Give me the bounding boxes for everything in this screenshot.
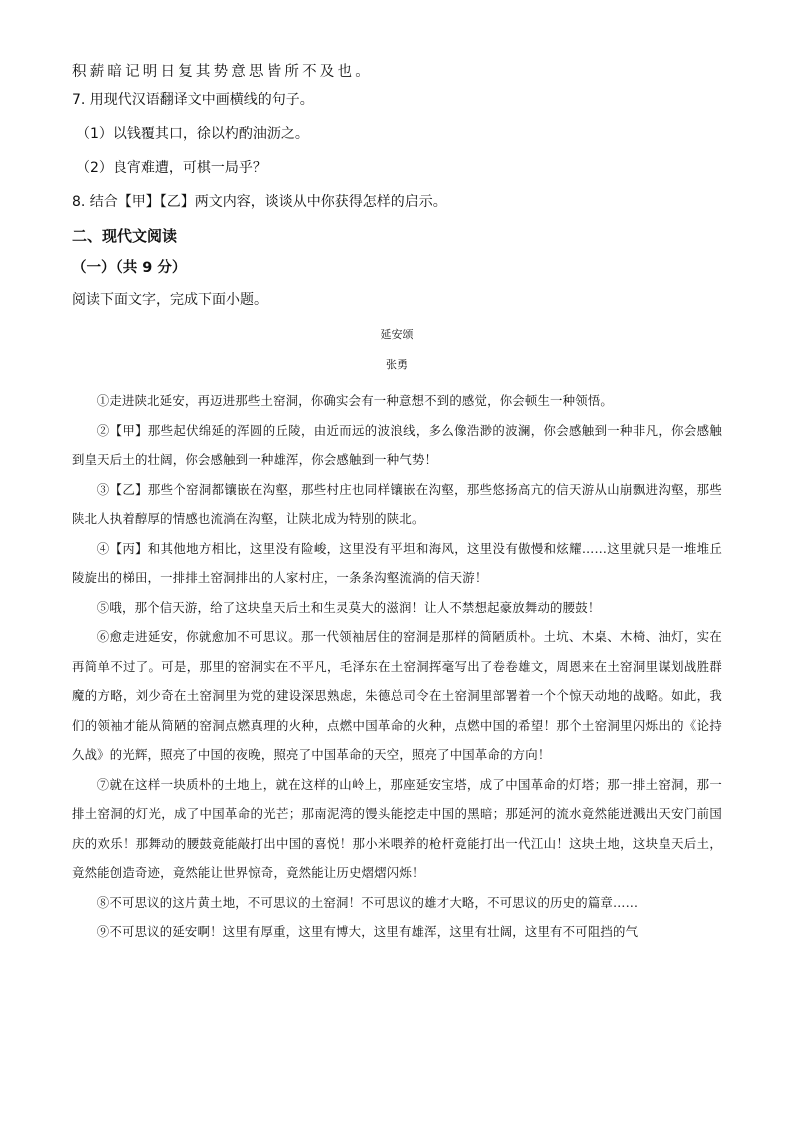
document-page xyxy=(72,62,722,947)
article-body xyxy=(72,386,722,947)
article-paragraph-6: ⑥愈走进延安，你就愈加不可思议。那一代领袖居住的窑洞是那样的简陋质朴。土坑、木桌、木椅、油灯，实在再简单不过了。可是，那里的窑洞实在不平凡，毛泽东在土窑洞挥毫写出了卷卷雄文，周恩来在土窑洞里谋划战胜群魔的方略，刘少奇在土窑洞里为党的建设深思熟虑，朱德总司令在土窑洞里部署着一个个惊天动地的战略。如此，我们的领袖才能从简陋的窑洞点燃真理的火种，点燃中国革命的火种，点燃中国的希望！那个土窑洞里闪烁出的《论持久战》的光辉，照亮了中国的夜晚，照亮了中国革命的天空，照亮了中国革命的方向！ xyxy=(72,629,722,762)
question-8: 8. 结合【甲】【乙】两文内容，谈谈从中你获得怎样的启示。 xyxy=(72,194,447,210)
question-7-part-2: （2）良宵难遭，可棋一局乎？ xyxy=(76,160,267,176)
article-paragraph-9: ⑨不可思议的延安啊！这里有厚重，这里有博大，这里有雄浑，这里有壮阔，这里有不可阻挡的气 xyxy=(96,924,639,939)
article-paragraph-4: ④【丙】和其他地方相比，这里没有险峻，这里没有平坦和海风，这里没有傲慢和炫耀……这里就只是一堆堆丘陵旋出的梯田，一排排土窑洞排出的人家村庄，一条条沟壑流淌的信天游！ xyxy=(72,540,722,585)
article-paragraph-8: ⑧不可思议的这片黄土地，不可思议的土窑洞！不可思议的雄才大略，不可思议的历史的篇章…… xyxy=(96,894,639,910)
subsection-heading: （一）（共 9 分） xyxy=(72,260,187,276)
reading-instruction: 阅读下面文字，完成下面小题。 xyxy=(72,292,268,308)
passage-closing-line: 积薪暗记明日复其势意思皆所不及也。 xyxy=(72,64,373,80)
article-author: 张勇 xyxy=(386,358,408,371)
article-title: 延安颂 xyxy=(380,328,414,341)
section-heading: 二、现代文阅读 xyxy=(72,227,178,245)
article-paragraph-2: ②【甲】那些起伏绵延的浑圆的丘陵，由近而远的波浪线，多么像浩渺的波澜，你会感触到一种非凡，你会感触到皇天后土的壮阔，你会感触到一种雄浑，你会感触到一种气势！ xyxy=(72,422,722,467)
article-paragraph-3: ③【乙】那些个窑洞都镶嵌在沟壑，那些村庄也同样镶嵌在沟壑，那些悠扬高亢的信天游从山崩飘进沟壑，那些陕北人执着醇厚的情感也流淌在沟壑，让陕北成为特别的陕北。 xyxy=(72,481,722,526)
question-7: 7. 用现代汉语翻译文中画横线的句子。 xyxy=(72,92,314,108)
article-paragraph-5: ⑤哦，那个信天游，给了这块皇天后土和生灵莫大的滋润！让人不禁想起豪放舞动的腰鼓！ xyxy=(96,599,601,615)
article-paragraph-7: ⑦就在这样一块质朴的土地上，就在这样的山岭上，那座延安宝塔，成了中国革命的灯塔；那一排土窑洞，那一排土窑洞的灯光，成了中国革命的光芒；那南泥湾的馒头能挖走中国的黑暗；那延河的流水竟然能迸溅出天安门前国庆的欢乐！那舞动的腰鼓竟能敲打出中国的喜悦！那小米喂养的枪杆竟能打出一代江山！这块土地，这块皇天后土，竟然能创造奇迹，竟然能让世界惊奇，竟然能让历史熠熠闪烁！ xyxy=(72,776,722,880)
question-7-part-1: （1）以钱覆其口，徐以杓酌油沥之。 xyxy=(76,126,309,142)
article-paragraph-1: ①走进陕北延安，再迈进那些土窑洞，你确实会有一种意想不到的感觉，你会顿生一种领悟。 xyxy=(96,393,614,408)
